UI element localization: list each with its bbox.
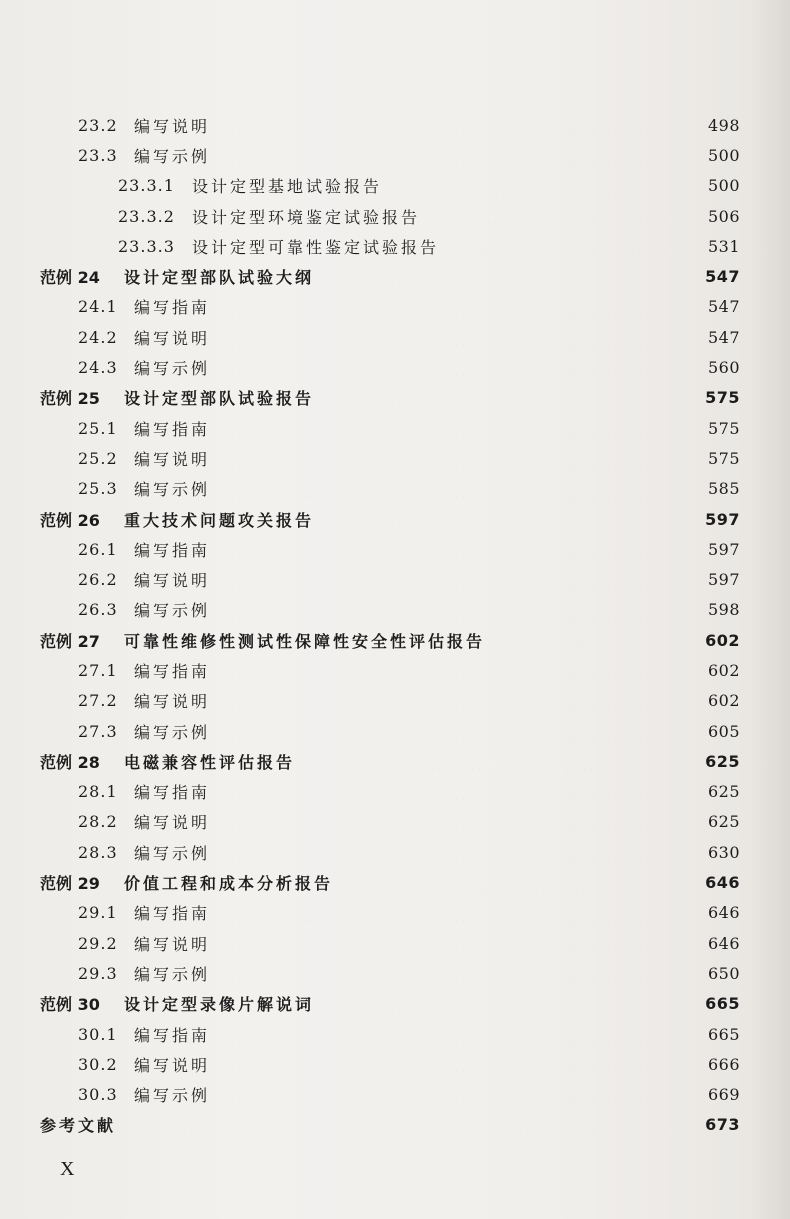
toc-entry-number: 23.3.3 bbox=[118, 236, 175, 256]
toc-entry-number: 范例 30 bbox=[40, 995, 100, 1015]
toc-section-row[interactable] bbox=[40, 1019, 740, 1049]
toc-section-row[interactable] bbox=[40, 807, 740, 837]
dot-leader bbox=[445, 238, 688, 254]
toc-section-row[interactable] bbox=[40, 201, 740, 231]
toc-entry-number: 25.3 bbox=[78, 479, 118, 499]
dot-leader bbox=[216, 602, 688, 618]
toc-entry-title: 编写说明 bbox=[134, 813, 211, 833]
toc-page-number: 598 bbox=[707, 600, 740, 620]
toc-entry-title: 编写示例 bbox=[134, 722, 211, 742]
toc-page-number: 597 bbox=[707, 539, 740, 559]
toc-section-row[interactable] bbox=[40, 564, 740, 594]
toc-section-row[interactable] bbox=[40, 1080, 740, 1110]
toc-page-number: 585 bbox=[707, 479, 740, 499]
toc-page-number: 646 bbox=[705, 873, 740, 893]
toc-section-row[interactable] bbox=[40, 686, 740, 716]
toc-section-row[interactable] bbox=[40, 655, 740, 685]
toc-chapter-row[interactable] bbox=[40, 504, 740, 534]
toc-entry-title: 编写说明 bbox=[134, 1055, 211, 1075]
page-number-roman: X bbox=[60, 1158, 75, 1180]
toc-section-row[interactable] bbox=[40, 716, 740, 746]
toc-page-number: 602 bbox=[705, 630, 740, 650]
toc-entry-title: 设计定型基地试验报告 bbox=[192, 177, 383, 197]
toc-section-row[interactable] bbox=[40, 1049, 740, 1079]
toc-entry-number: 23.3.1 bbox=[118, 176, 175, 196]
toc-entry-number: 24.1 bbox=[78, 297, 118, 317]
toc-entry-title: 价值工程和成本分析报告 bbox=[124, 874, 334, 894]
toc-entry-title: 设计定型可靠性鉴定试验报告 bbox=[192, 237, 440, 257]
toc-entry-title: 编写示例 bbox=[134, 964, 211, 984]
toc-references-row[interactable] bbox=[40, 1110, 740, 1140]
toc-entry-title: 编写说明 bbox=[134, 328, 211, 348]
dot-leader bbox=[216, 117, 688, 133]
toc-entry-title: 编写示例 bbox=[134, 359, 211, 379]
toc-chapter-row[interactable] bbox=[40, 261, 740, 291]
toc-page-number: 506 bbox=[707, 206, 740, 226]
toc-section-row[interactable] bbox=[40, 292, 740, 322]
toc-entry-number: 27.1 bbox=[78, 660, 118, 680]
toc-entry-number: 范例 29 bbox=[40, 874, 100, 894]
dot-leader bbox=[216, 1056, 688, 1072]
toc-page-number: 547 bbox=[705, 267, 740, 287]
toc-entry-title: 编写示例 bbox=[134, 1086, 211, 1106]
toc-entry-title: 设计定型部队试验大纲 bbox=[124, 268, 315, 288]
dot-leader bbox=[216, 814, 688, 830]
toc-entry-title: 编写指南 bbox=[134, 540, 211, 560]
toc-entry-title: 编写指南 bbox=[134, 419, 211, 439]
toc-page-number: 666 bbox=[707, 1054, 740, 1074]
toc-page-number: 500 bbox=[707, 145, 740, 165]
dot-leader bbox=[216, 723, 688, 739]
toc-page-number: 560 bbox=[707, 358, 740, 378]
toc-page-number: 646 bbox=[707, 903, 740, 923]
toc-entry-title: 编写示例 bbox=[134, 146, 211, 166]
dot-leader bbox=[216, 784, 688, 800]
toc-section-row[interactable] bbox=[40, 140, 740, 170]
toc-entry-number: 26.3 bbox=[78, 600, 118, 620]
toc-entry-number: 23.2 bbox=[78, 115, 118, 135]
toc-page-number: 575 bbox=[707, 448, 740, 468]
toc-entry-number: 范例 24 bbox=[40, 268, 100, 288]
dot-leader bbox=[216, 572, 688, 588]
dot-leader bbox=[216, 693, 688, 709]
toc-entry-number: 29.2 bbox=[78, 933, 118, 953]
toc-page-number: 602 bbox=[707, 691, 740, 711]
dot-leader bbox=[216, 662, 688, 678]
toc-chapter-row[interactable] bbox=[40, 383, 740, 413]
dot-leader bbox=[216, 844, 688, 860]
dot-leader bbox=[501, 632, 688, 648]
toc-entry-title: 编写说明 bbox=[134, 571, 211, 591]
dot-leader bbox=[330, 996, 688, 1012]
page-fold-shadow bbox=[750, 0, 790, 1219]
toc-entry-title: 编写指南 bbox=[134, 1025, 211, 1045]
toc-entry-number: 23.3 bbox=[78, 145, 118, 165]
dot-leader bbox=[426, 208, 688, 224]
toc-page-number: 625 bbox=[705, 751, 740, 771]
toc-page-number: 597 bbox=[707, 570, 740, 590]
toc-entry-number: 28.1 bbox=[78, 782, 118, 802]
toc-section-row[interactable] bbox=[40, 837, 740, 867]
toc-entry-title: 编写说明 bbox=[134, 692, 211, 712]
toc-entry-number: 范例 27 bbox=[40, 631, 100, 651]
toc-entry-number: 24.3 bbox=[78, 358, 118, 378]
toc-page-number: 665 bbox=[707, 1024, 740, 1044]
toc-section-row[interactable] bbox=[40, 474, 740, 504]
table-of-contents bbox=[40, 110, 740, 1140]
toc-entry-title: 编写指南 bbox=[134, 661, 211, 681]
toc-section-row[interactable] bbox=[40, 928, 740, 958]
toc-page-number: 625 bbox=[707, 782, 740, 802]
toc-entry-number: 26.1 bbox=[78, 539, 118, 559]
toc-entry-title: 编写示例 bbox=[134, 843, 211, 863]
toc-chapter-row[interactable] bbox=[40, 867, 740, 897]
toc-chapter-row[interactable] bbox=[40, 746, 740, 776]
toc-entry-number: 范例 28 bbox=[40, 752, 100, 772]
toc-entry-title: 参考文献 bbox=[40, 1116, 117, 1136]
dot-leader bbox=[216, 965, 688, 981]
toc-chapter-row[interactable] bbox=[40, 989, 740, 1019]
toc-entry-title: 编写示例 bbox=[134, 480, 211, 500]
dot-leader bbox=[216, 905, 688, 921]
dot-leader bbox=[216, 1087, 688, 1103]
toc-entry-number: 23.3.2 bbox=[118, 206, 175, 226]
toc-entry-title: 设计定型录像片解说词 bbox=[124, 995, 315, 1015]
toc-entry-title: 编写说明 bbox=[134, 116, 211, 136]
toc-section-row[interactable] bbox=[40, 110, 740, 140]
dot-leader bbox=[349, 875, 688, 891]
dot-leader bbox=[330, 511, 688, 527]
toc-entry-title: 可靠性维修性测试性保障性安全性评估报告 bbox=[124, 631, 486, 651]
dot-leader bbox=[330, 390, 688, 406]
toc-entry-title: 编写说明 bbox=[134, 934, 211, 954]
toc-entry-number: 24.2 bbox=[78, 327, 118, 347]
toc-section-row[interactable] bbox=[40, 595, 740, 625]
toc-entry-title: 电磁兼容性评估报告 bbox=[124, 752, 296, 772]
toc-section-row[interactable] bbox=[40, 352, 740, 382]
toc-page-number: 575 bbox=[705, 388, 740, 408]
dot-leader bbox=[216, 147, 688, 163]
toc-entry-title: 设计定型部队试验报告 bbox=[124, 389, 315, 409]
toc-entry-number: 30.1 bbox=[78, 1024, 118, 1044]
dot-leader bbox=[122, 1117, 688, 1133]
toc-entry-number: 范例 26 bbox=[40, 510, 100, 530]
toc-page-number: 547 bbox=[707, 327, 740, 347]
toc-entry-number: 26.2 bbox=[78, 570, 118, 590]
toc-page-number: 665 bbox=[705, 994, 740, 1014]
toc-section-row[interactable] bbox=[40, 443, 740, 473]
toc-page-number: 650 bbox=[707, 963, 740, 983]
toc-page-number: 602 bbox=[707, 660, 740, 680]
toc-section-row[interactable] bbox=[40, 958, 740, 988]
toc-page-number: 673 bbox=[705, 1115, 740, 1135]
toc-entry-title: 编写指南 bbox=[134, 904, 211, 924]
toc-page-number: 605 bbox=[707, 721, 740, 741]
toc-entry-number: 27.2 bbox=[78, 691, 118, 711]
toc-entry-number: 27.3 bbox=[78, 721, 118, 741]
toc-section-row[interactable] bbox=[40, 322, 740, 352]
dot-leader bbox=[311, 753, 688, 769]
toc-page-number: 531 bbox=[707, 236, 740, 256]
dot-leader bbox=[330, 269, 688, 285]
toc-entry-title: 编写说明 bbox=[134, 449, 211, 469]
dot-leader bbox=[216, 541, 688, 557]
toc-entry-title: 设计定型环境鉴定试验报告 bbox=[192, 207, 421, 227]
toc-page-number: 646 bbox=[707, 933, 740, 953]
toc-entry-title: 编写示例 bbox=[134, 601, 211, 621]
toc-page-number: 669 bbox=[707, 1085, 740, 1105]
toc-entry-number: 28.2 bbox=[78, 812, 118, 832]
toc-entry-number: 29.3 bbox=[78, 963, 118, 983]
toc-section-row[interactable] bbox=[40, 231, 740, 261]
dot-leader bbox=[216, 299, 688, 315]
dot-leader bbox=[216, 481, 688, 497]
toc-entry-number: 25.1 bbox=[78, 418, 118, 438]
toc-entry-number: 29.1 bbox=[78, 903, 118, 923]
toc-page-number: 575 bbox=[707, 418, 740, 438]
toc-entry-number: 30.3 bbox=[78, 1085, 118, 1105]
dot-leader bbox=[216, 935, 688, 951]
dot-leader bbox=[216, 360, 688, 376]
toc-section-row[interactable] bbox=[40, 898, 740, 928]
toc-entry-number: 30.2 bbox=[78, 1054, 118, 1074]
toc-section-row[interactable] bbox=[40, 171, 740, 201]
toc-entry-title: 编写指南 bbox=[134, 783, 211, 803]
dot-leader bbox=[216, 1026, 688, 1042]
toc-section-row[interactable] bbox=[40, 413, 740, 443]
dot-leader bbox=[216, 420, 688, 436]
toc-page-number: 625 bbox=[707, 812, 740, 832]
toc-section-row[interactable] bbox=[40, 534, 740, 564]
toc-entry-number: 范例 25 bbox=[40, 389, 100, 409]
dot-leader bbox=[388, 178, 688, 194]
toc-page-number: 547 bbox=[707, 297, 740, 317]
toc-page-number: 630 bbox=[707, 842, 740, 862]
toc-entry-title: 编写指南 bbox=[134, 298, 211, 318]
toc-chapter-row[interactable] bbox=[40, 625, 740, 655]
toc-entry-number: 25.2 bbox=[78, 448, 118, 468]
toc-section-row[interactable] bbox=[40, 777, 740, 807]
toc-entry-title: 重大技术问题攻关报告 bbox=[124, 510, 315, 530]
toc-page-number: 500 bbox=[707, 176, 740, 196]
toc-page-number: 597 bbox=[705, 509, 740, 529]
dot-leader bbox=[216, 329, 688, 345]
toc-page-number: 498 bbox=[707, 115, 740, 135]
toc-entry-number: 28.3 bbox=[78, 842, 118, 862]
dot-leader bbox=[216, 450, 688, 466]
